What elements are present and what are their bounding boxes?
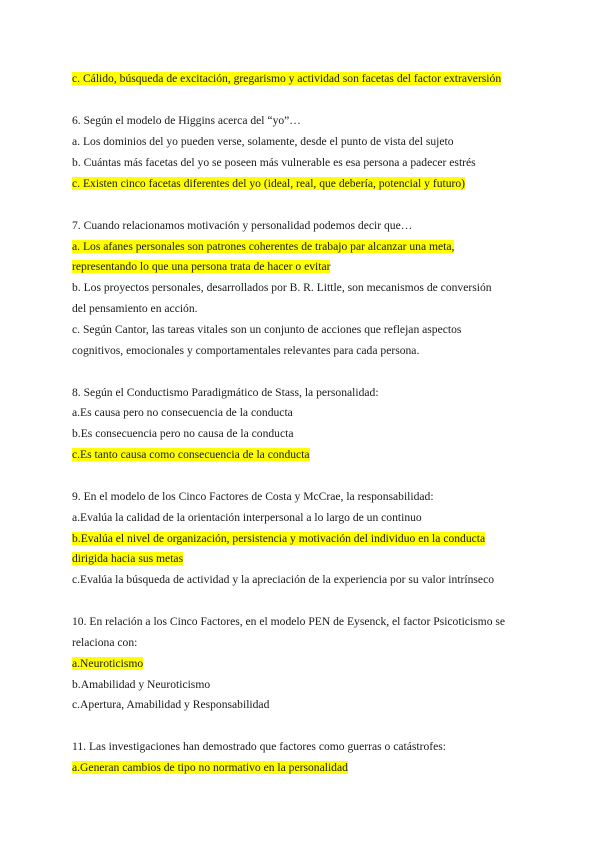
q5-option-c	[72, 71, 501, 86]
line-text: 9. En el modelo de los Cinco Factores de Costa y McCrae, la responsabilidad:	[72, 490, 434, 503]
q9-option-b-cont	[72, 551, 183, 566]
line-text: dirigida hacia sus metas	[72, 552, 184, 565]
line-text: c. Cálido, búsqueda de excitación, gregarismo y actividad son facetas del factor extraversión	[72, 72, 502, 85]
line-text: b. Cuántas más facetas del yo se poseen más vulnerable es esa persona a padecer estrés	[72, 156, 476, 169]
q7-question	[72, 218, 412, 233]
q9-option-c	[72, 572, 494, 587]
line-text: a.Neuroticismo	[72, 657, 144, 670]
q11-question	[72, 739, 446, 754]
q7-option-a	[72, 239, 454, 254]
line-text: a. Los afanes personales son patrones coherentes de trabajo par alcanzar una meta,	[72, 240, 455, 253]
q7-option-a-cont	[72, 259, 330, 274]
line-text: 11. Las investigaciones han demostrado que factores como guerras o catástrofes:	[72, 740, 446, 753]
line-text: c. Existen cinco facetas diferentes del yo (ideal, real, que debería, potencial y futuro)	[72, 177, 466, 190]
q11-option-a	[72, 760, 348, 775]
line-text: c.Apertura, Amabilidad y Responsabilidad	[72, 698, 270, 711]
q9-question	[72, 489, 434, 504]
q6-option-a	[72, 134, 454, 149]
q6-option-c	[72, 176, 465, 191]
line-text: b.Es consecuencia pero no causa de la conducta	[72, 427, 294, 440]
line-text: a.Es causa pero no consecuencia de la conducta	[72, 406, 293, 419]
q7-option-b	[72, 280, 492, 295]
q7-option-c	[72, 322, 461, 337]
q10-option-c	[72, 697, 269, 712]
q8-option-b	[72, 426, 293, 441]
line-text: representando lo que una persona trata de hacer o evitar	[72, 260, 331, 273]
line-text: a. Los dominios del yo pueden verse, solamente, desde el punto de vista del sujeto	[72, 135, 454, 148]
line-text: 6. Según el modelo de Higgins acerca del “yo”…	[72, 114, 301, 127]
line-text: c.Es tanto causa como consecuencia de la conducta	[72, 448, 310, 461]
line-text: a.Generan cambios de tipo no normativo en la personalidad	[72, 761, 348, 774]
q6-option-b	[72, 155, 476, 170]
q8-question	[72, 385, 379, 400]
line-text: b.Evalúa el nivel de organización, persistencia y motivación del individuo en la conducta	[72, 532, 486, 545]
line-text: relaciona con:	[72, 636, 138, 649]
line-text: b.Amabilidad y Neuroticismo	[72, 678, 211, 691]
line-text: del pensamiento en acción.	[72, 302, 198, 315]
line-text: c.Evalúa la búsqueda de actividad y la apreciación de la experiencia por su valor intrínseco	[72, 573, 495, 586]
line-text: a.Evalúa la calidad de la orientación interpersonal a lo largo de un continuo	[72, 511, 422, 524]
line-text: c. Según Cantor, las tareas vitales son un conjunto de acciones que reflejan aspectos	[72, 323, 462, 336]
q10-option-b	[72, 677, 210, 692]
q10-option-a	[72, 656, 143, 671]
q9-option-a	[72, 510, 422, 525]
line-text: b. Los proyectos personales, desarrollados por B. R. Little, son mecanismos de conversión	[72, 281, 492, 294]
q9-option-b	[72, 531, 485, 546]
q7-option-b-cont	[72, 301, 198, 316]
line-text: 10. En relación a los Cinco Factores, en el modelo PEN de Eysenck, el factor Psicoticismo se	[72, 615, 506, 628]
q7-option-c-cont	[72, 343, 419, 358]
q10-question	[72, 614, 505, 629]
q8-option-c	[72, 447, 310, 462]
q6-question	[72, 113, 301, 128]
q10-question-cont	[72, 635, 137, 650]
line-text: 7. Cuando relacionamos motivación y personalidad podemos decir que…	[72, 219, 413, 232]
line-text: cognitivos, emocionales y comportamentales relevantes para cada persona.	[72, 344, 420, 357]
q8-option-a	[72, 405, 293, 420]
line-text: 8. Según el Conductismo Paradigmático de Stass, la personalidad:	[72, 386, 379, 399]
